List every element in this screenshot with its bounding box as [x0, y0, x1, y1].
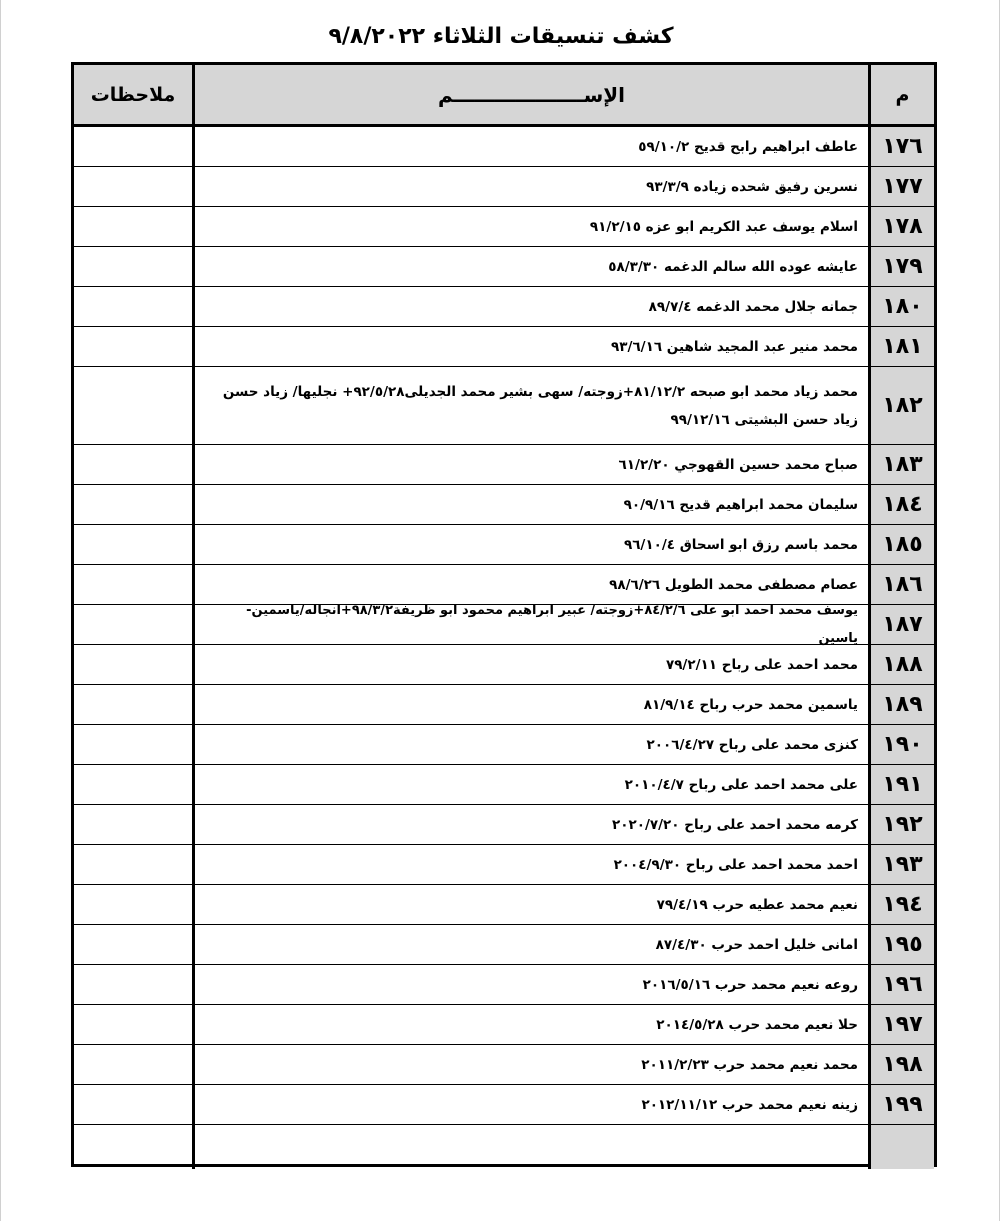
- row-name: محمد منير عبد المجيد شاهين ٩٣/٦/١٦: [192, 327, 868, 366]
- row-notes: [74, 965, 192, 1004]
- row-number: ١٧٦: [868, 127, 934, 166]
- table-row: [74, 525, 934, 565]
- row-name: زينه نعيم محمد حرب ٢٠١٢/١١/١٢: [192, 1085, 868, 1124]
- table-row: [74, 207, 934, 247]
- header-name: الإســـــــــــــــــــم: [192, 65, 868, 124]
- row-notes: [74, 207, 192, 246]
- row-number: ١٩٦: [868, 965, 934, 1004]
- row-number: [868, 1125, 934, 1169]
- row-notes: [74, 167, 192, 206]
- table-row: [74, 485, 934, 525]
- row-number: ١٨٣: [868, 445, 934, 484]
- table-row: [74, 685, 934, 725]
- table-row: [74, 167, 934, 207]
- row-number: ١٧٧: [868, 167, 934, 206]
- row-notes: [74, 247, 192, 286]
- table-row: [74, 805, 934, 845]
- table-row: [74, 127, 934, 167]
- row-name: نعيم محمد عطيه حرب ٧٩/٤/١٩: [192, 885, 868, 924]
- row-notes: [74, 525, 192, 564]
- row-notes: [74, 1085, 192, 1124]
- row-number: ١٨٢: [868, 367, 934, 444]
- row-notes: [74, 445, 192, 484]
- table-header: [74, 65, 934, 127]
- row-name: ياسمين محمد حرب رباح ٨١/٩/١٤: [192, 685, 868, 724]
- row-name: محمد باسم رزق ابو اسحاق ٩٦/١٠/٤: [192, 525, 868, 564]
- row-notes: [74, 1125, 192, 1169]
- table-row: [74, 1005, 934, 1045]
- row-number: ١٨٠: [868, 287, 934, 326]
- page-title: كشف تنسيقات الثلاثاء ٩/٨/٢٠٢٢: [328, 24, 674, 49]
- row-name: نسرين رفيق شحده زياده ٩٣/٣/٩: [192, 167, 868, 206]
- table-body: [74, 127, 934, 1169]
- row-number: ١٩٢: [868, 805, 934, 844]
- row-notes: [74, 287, 192, 326]
- row-notes: [74, 805, 192, 844]
- row-notes: [74, 127, 192, 166]
- row-name: يوسف محمد احمد ابو على ٨٤/٢/٦+زوجته/ عبير ابراهيم محمود ابو ظريفة٩٨/٣/٢+انجاله/ياسمين- ياسين: [192, 605, 868, 644]
- header-number: م: [868, 65, 934, 124]
- table-row: [74, 885, 934, 925]
- table-row: [74, 725, 934, 765]
- row-number: ١٩٧: [868, 1005, 934, 1044]
- row-number: ١٩٠: [868, 725, 934, 764]
- row-name: جمانه جلال محمد الدغمه ٨٩/٧/٤: [192, 287, 868, 326]
- row-notes: [74, 605, 192, 644]
- table-row: [74, 925, 934, 965]
- row-name: [192, 1125, 868, 1169]
- row-notes: [74, 925, 192, 964]
- row-number: ١٧٩: [868, 247, 934, 286]
- row-name: اسلام يوسف عبد الكريم ابو عزه ٩١/٢/١٥: [192, 207, 868, 246]
- row-number: ١٨٩: [868, 685, 934, 724]
- row-number: ١٨٨: [868, 645, 934, 684]
- row-name: على محمد احمد على رباح ٢٠١٠/٤/٧: [192, 765, 868, 804]
- row-number: ١٩٩: [868, 1085, 934, 1124]
- row-number: ١٧٨: [868, 207, 934, 246]
- row-notes: [74, 685, 192, 724]
- row-name: روعه نعيم محمد حرب ٢٠١٦/٥/١٦: [192, 965, 868, 1004]
- row-notes: [74, 725, 192, 764]
- row-number: ١٩٥: [868, 925, 934, 964]
- row-notes: [74, 885, 192, 924]
- row-number: ١٨١: [868, 327, 934, 366]
- row-name: محمد نعيم محمد حرب ٢٠١١/٢/٢٣: [192, 1045, 868, 1084]
- row-name: محمد احمد على رباح ٧٩/٢/١١: [192, 645, 868, 684]
- coordination-table: [71, 62, 937, 1167]
- table-row: [74, 1125, 934, 1169]
- table-row: [74, 287, 934, 327]
- row-name: كنزى محمد على رباح ٢٠٠٦/٤/٢٧: [192, 725, 868, 764]
- table-row: [74, 645, 934, 685]
- row-notes: [74, 565, 192, 604]
- row-name: امانى خليل احمد حرب ٨٧/٤/٣٠: [192, 925, 868, 964]
- row-name: محمد زياد محمد ابو صبحه ٨١/١٢/٢+زوجته/ سهى بشير محمد الجديلى٩٢/٥/٢٨+ نجليها/ زياد حسن زياد حسن البشيتى ٩٩/١٢/١٦: [192, 367, 868, 444]
- row-name: عصام مصطفى محمد الطويل ٩٨/٦/٢٦: [192, 565, 868, 604]
- row-notes: [74, 1045, 192, 1084]
- table-row: [74, 247, 934, 287]
- row-notes: [74, 367, 192, 444]
- row-name: صباح محمد حسين القهوجي ٦١/٢/٢٠: [192, 445, 868, 484]
- table-row: [74, 367, 934, 445]
- row-notes: [74, 327, 192, 366]
- row-number: ١٨٥: [868, 525, 934, 564]
- row-name: عايشه عوده الله سالم الدغمه ٥٨/٣/٣٠: [192, 247, 868, 286]
- table-row: [74, 602, 934, 646]
- row-name: عاطف ابراهيم رابح قديح ٥٩/١٠/٢: [192, 127, 868, 166]
- row-notes: [74, 765, 192, 804]
- row-notes: [74, 1005, 192, 1044]
- row-number: ١٩٨: [868, 1045, 934, 1084]
- table-row: [74, 765, 934, 805]
- table-row: [74, 845, 934, 885]
- table-row: [74, 1045, 934, 1085]
- table-row: [74, 327, 934, 367]
- row-name: سليمان محمد ابراهيم قديح ٩٠/٩/١٦: [192, 485, 868, 524]
- row-number: ١٨٦: [868, 565, 934, 604]
- row-name: كرمه محمد احمد على رباح ٢٠٢٠/٧/٢٠: [192, 805, 868, 844]
- header-notes: ملاحظات: [74, 65, 192, 124]
- row-notes: [74, 845, 192, 884]
- row-number: ١٩٣: [868, 845, 934, 884]
- table-row: [74, 445, 934, 485]
- table-row: [74, 965, 934, 1005]
- table-row: [74, 1085, 934, 1125]
- row-name: حلا نعيم محمد حرب ٢٠١٤/٥/٢٨: [192, 1005, 868, 1044]
- row-number: ١٩١: [868, 765, 934, 804]
- row-number: ١٩٤: [868, 885, 934, 924]
- row-number: ١٨٧: [868, 605, 934, 644]
- row-number: ١٨٤: [868, 485, 934, 524]
- row-notes: [74, 485, 192, 524]
- row-name: احمد محمد احمد على رباح ٢٠٠٤/٩/٣٠: [192, 845, 868, 884]
- row-notes: [74, 645, 192, 684]
